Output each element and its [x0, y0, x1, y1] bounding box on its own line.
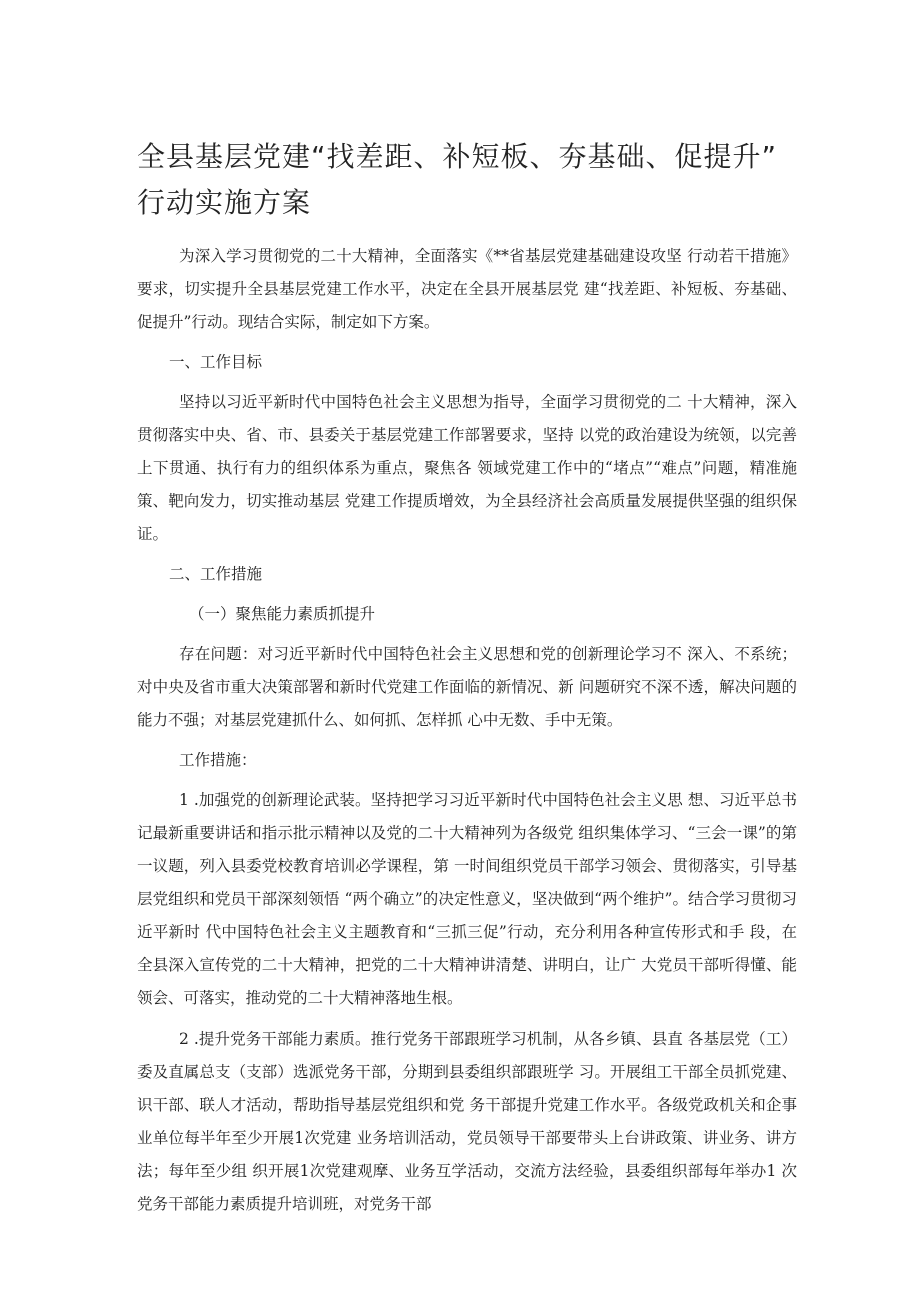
document-body: [137, 240, 797, 1228]
title-line-1: 全县基层党建“找差距、补短板、夯基础、促提升”: [137, 140, 778, 173]
problems-paragraph: 存在问题：对习近平新时代中国特色社会主义思想和党的创新理论学习不 深入、不系统；对中央及省市重大决策部署和新时代党建工作面临的新情况、新 问题研究不深不透，解决问题的能力不强；对基层党建抓什么、如何抓、怎样抓 心中无数、手中无策。: [137, 645, 797, 729]
section-1-paragraph: 坚持以习近平新时代中国特色社会主义思想为指导，全面学习贯彻党的二 十大精神，深入贯彻落实中央、省、市、县委关于基层党建工作部署要求，坚持 以党的政治建设为统领，以完善上下贯通、执行有力的组织体系为重点，聚焦各 领域党建工作中的“堵点”“难点”问题，精准施策、靶向发力，切实推动基层 党建工作提质增效，为全县经济社会高质量发展提供坚强的组织保证。: [137, 393, 797, 543]
measure-1-paragraph: 1 .加强党的创新理论武装。坚持把学习习近平新时代中国特色社会主义思 想、习近平总书记最新重要讲话和指示批示精神以及党的二十大精神列为各级党 组织集体学习、“三会一课”的第一议题，列入县委党校教育培训必学课程，第 一时间组织党员干部学习领会、贯彻落实，引导基层党组织和党员干部深刻领悟 “两个确立”的决定性意义，坚决做到“两个维护”。结合学习贯彻习近平新时 代中国特色社会主义主题教育和“三抓三促”行动，充分利用各种宣传形式和手 段，在全县深入宣传党的二十大精神，把党的二十大精神讲清楚、讲明白，让广 大党员干部听得懂、能领会、可落实，推动党的二十大精神落地生根。: [137, 791, 797, 1007]
section-2-heading: 二、工作措施: [169, 565, 263, 583]
measures-label: 工作措施：: [179, 751, 257, 769]
subsection-1-heading: （一）聚焦能力素质抓提升: [189, 605, 376, 623]
section-1-heading: 一、工作目标: [169, 353, 263, 371]
measure-2-paragraph: 2 .提升党务干部能力素质。推行党务干部跟班学习机制，从各乡镇、县直 各基层党（工）委及直属总支（支部）选派党务干部，分期到县委组织部跟班学 习。开展组工干部全员抓党建、识干部、联人才活动，帮助指导基层党组织和党 务干部提升党建工作水平。各级党政机关和企事业单位每半年至少开展1次党建 业务培训活动，党员领导干部要带头上台讲政策、讲业务、讲方法；每年至少组 织开展1次党建观摩、业务互学活动，交流方法经验，县委组织部每年举办1 次党务干部能力素质提升培训班，对党务干部: [137, 1030, 797, 1213]
intro-paragraph: 为深入学习贯彻党的二十大精神，全面落实《**省基层党建基础建设攻坚 行动若干措施》要求，切实提升全县基层党建工作水平，决定在全县开展基层党 建“找差距、补短板、夯基础、促提升”行动。现结合实际，制定如下方案。: [137, 247, 797, 331]
document-title: [137, 134, 817, 226]
title-line-2: 行动实施方案: [137, 186, 312, 219]
